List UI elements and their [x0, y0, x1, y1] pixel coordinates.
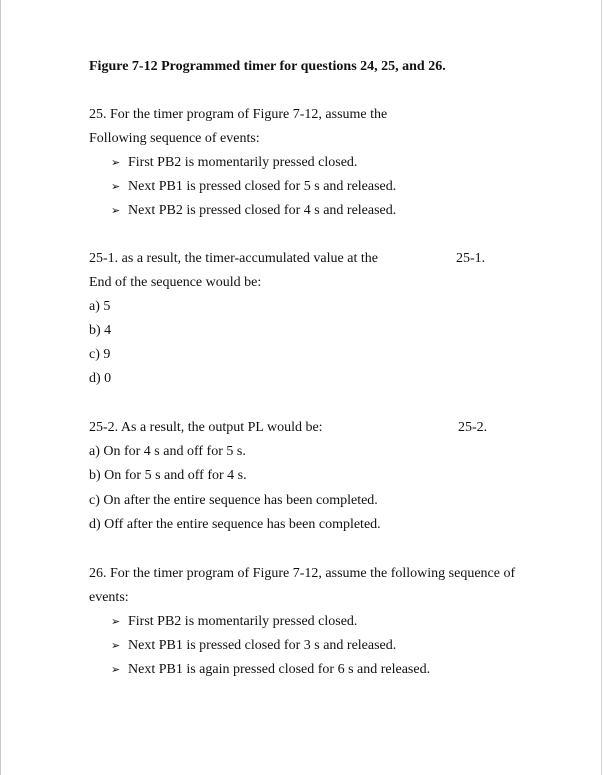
q25-event-3-text: Next PB2 is pressed closed for 4 s and released. [128, 203, 397, 218]
q25-1-text-line2: End of the sequence would be: [89, 275, 262, 290]
q26-event-3 [111, 662, 430, 678]
q25-1-option-c: c) 9 [89, 347, 111, 362]
arrow-bullet-icon: ➢ [111, 180, 121, 193]
q25-1-answer-label: 25-1. [456, 251, 486, 266]
q26-event-1-text: First PB2 is momentarily pressed closed. [128, 614, 358, 629]
q26-text-line1: 26. For the timer program of Figure 7-12, assume the following sequence of [89, 566, 516, 581]
q25-event-2-text: Next PB1 is pressed closed for 5 s and released. [128, 179, 397, 194]
page-right-border [601, 0, 602, 775]
q25-event-1-text: First PB2 is momentarily pressed closed. [128, 155, 358, 170]
q25-2-option-c: c) On after the entire sequence has been completed. [89, 493, 378, 508]
q25-event-2 [111, 179, 396, 195]
q25-1-text-line1: 25-1. as a result, the timer-accumulated value at the [89, 251, 378, 266]
q26-event-3-text: Next PB1 is again pressed closed for 6 s and released. [128, 662, 431, 677]
page-left-border [0, 0, 1, 775]
q25-2-option-a: a) On for 4 s and off for 5 s. [89, 444, 246, 459]
q25-text-line1: 25. For the timer program of Figure 7-12, assume the [89, 107, 388, 122]
figure-title: Figure 7-12 Programmed timer for questions 24, 25, and 26. [89, 59, 446, 74]
q25-2-option-d: d) Off after the entire sequence has been completed. [89, 517, 381, 532]
q26-event-2 [111, 638, 396, 654]
q25-1-option-d: d) 0 [89, 371, 112, 386]
arrow-bullet-icon: ➢ [111, 639, 121, 652]
q26-event-2-text: Next PB1 is pressed closed for 3 s and released. [128, 638, 397, 653]
arrow-bullet-icon: ➢ [111, 204, 121, 217]
q25-1-option-b: b) 4 [89, 323, 112, 338]
q26-event-1 [111, 614, 357, 630]
q25-text-line2: Following sequence of events: [89, 131, 260, 146]
q25-2-answer-label: 25-2. [458, 420, 488, 435]
arrow-bullet-icon: ➢ [111, 615, 121, 628]
q26-text-line2: events: [89, 590, 129, 605]
arrow-bullet-icon: ➢ [111, 663, 121, 676]
q25-2-option-b: b) On for 5 s and off for 4 s. [89, 468, 247, 483]
arrow-bullet-icon: ➢ [111, 156, 121, 169]
q25-2-text-line1: 25-2. As a result, the output PL would be: [89, 420, 323, 435]
q25-event-1 [111, 155, 357, 171]
q25-event-3 [111, 203, 396, 219]
q25-1-option-a: a) 5 [89, 299, 111, 314]
